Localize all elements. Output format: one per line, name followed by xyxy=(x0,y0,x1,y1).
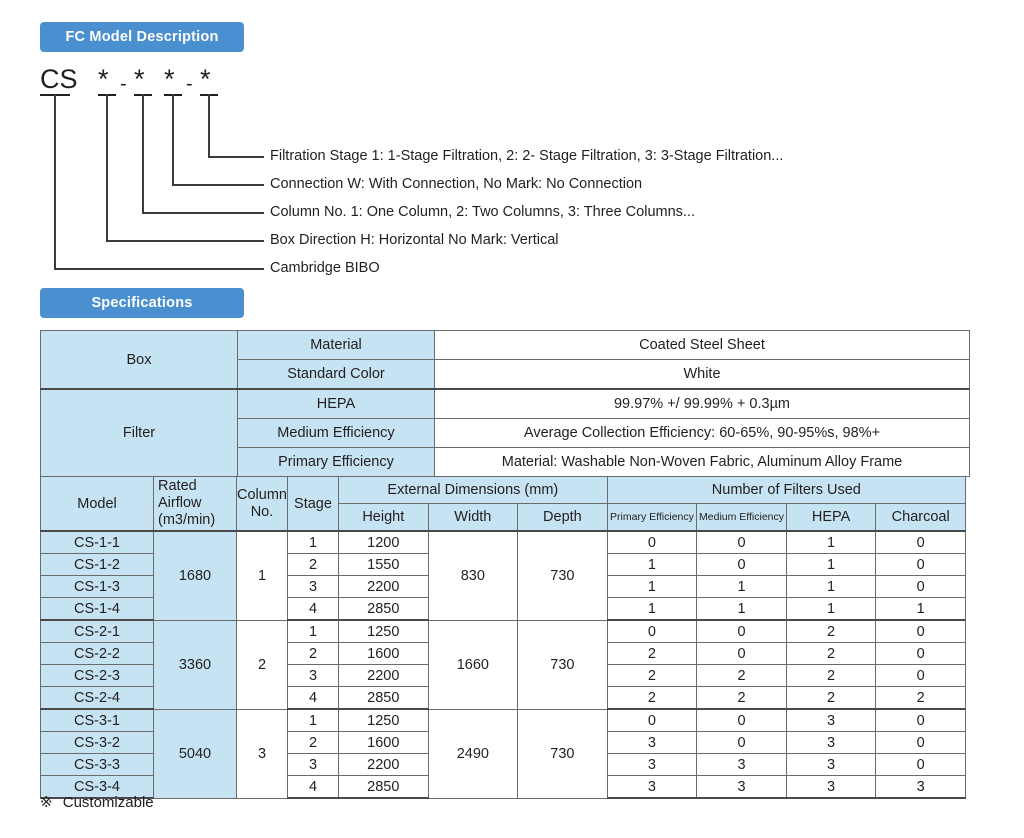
cell-hepa: 3 xyxy=(786,709,876,732)
header-column-no xyxy=(237,477,288,532)
cell-primary: 3 xyxy=(607,732,697,754)
cell-hepa: 1 xyxy=(786,531,876,554)
cell-primary: 3 xyxy=(607,776,697,799)
cell-height: 1550 xyxy=(339,554,429,576)
header-primary-efficiency: Primary Efficiency xyxy=(607,504,697,532)
cell-height: 2850 xyxy=(339,776,429,799)
cell-stage: 4 xyxy=(288,598,339,621)
header-filters-used: Number of Filters Used xyxy=(607,477,965,504)
cell-primary: 2 xyxy=(607,643,697,665)
cell-stage: 2 xyxy=(288,643,339,665)
leader-vertical-prefix xyxy=(54,94,56,269)
leader-vertical-connection xyxy=(172,94,174,185)
cell-column-no: 1 xyxy=(237,531,288,620)
cell-stage: 2 xyxy=(288,732,339,754)
header-model: Model xyxy=(41,477,154,532)
cell-stage: 3 xyxy=(288,576,339,598)
cell-height: 2200 xyxy=(339,576,429,598)
cell-hepa: 3 xyxy=(786,776,876,799)
header-charcoal: Charcoal xyxy=(876,504,966,532)
cell-column-no: 2 xyxy=(237,620,288,709)
spec-sub-material: Material xyxy=(238,331,435,360)
cell-height: 1250 xyxy=(339,709,429,732)
table-header-row xyxy=(41,477,966,504)
model-code-star-3: * xyxy=(164,64,175,94)
table-row xyxy=(41,620,966,643)
cell-primary: 2 xyxy=(607,687,697,710)
cell-medium: 1 xyxy=(697,598,787,621)
cell-charcoal: 0 xyxy=(876,643,966,665)
cell-width: 2490 xyxy=(428,709,518,798)
spec-sub-primary-efficiency: Primary Efficiency xyxy=(238,448,435,477)
spec-group-box: Box xyxy=(41,331,238,390)
cell-hepa: 3 xyxy=(786,732,876,754)
cell-height: 1600 xyxy=(339,732,429,754)
cell-stage: 2 xyxy=(288,554,339,576)
cell-stage: 1 xyxy=(288,620,339,643)
cell-height: 1600 xyxy=(339,643,429,665)
cell-primary: 0 xyxy=(607,620,697,643)
customizable-note xyxy=(40,793,154,811)
model-code-dash-1: - xyxy=(120,73,127,95)
customizable-label: Customizable xyxy=(62,794,154,811)
cell-medium: 0 xyxy=(697,732,787,754)
cell-depth: 730 xyxy=(518,620,608,709)
legend-box-direction: Box Direction H: Horizontal No Mark: Vertical xyxy=(270,232,559,248)
cell-model: CS-2-2 xyxy=(41,643,154,665)
cell-charcoal: 0 xyxy=(876,576,966,598)
header-external-dimensions: External Dimensions (mm) xyxy=(339,477,608,504)
cell-model: CS-3-2 xyxy=(41,732,154,754)
model-specification-table xyxy=(40,476,966,799)
cell-primary: 0 xyxy=(607,531,697,554)
model-code-diagram xyxy=(0,58,1024,283)
specifications-table xyxy=(40,330,970,477)
model-code-star-1: * xyxy=(98,64,109,94)
cell-height: 2850 xyxy=(339,598,429,621)
cell-hepa: 3 xyxy=(786,754,876,776)
cell-stage: 4 xyxy=(288,776,339,799)
model-code-dash-2: - xyxy=(186,73,193,95)
header-medium-efficiency: Medium Efficiency xyxy=(697,504,787,532)
cell-model: CS-2-4 xyxy=(41,687,154,710)
cell-height: 1250 xyxy=(339,620,429,643)
header-stage: Stage xyxy=(288,477,339,532)
cell-medium: 0 xyxy=(697,554,787,576)
leader-horizontal-box xyxy=(106,240,264,242)
spec-value-medium-efficiency: Average Collection Efficiency: 60-65%, 90-95%s, 98%+ xyxy=(435,419,970,448)
cell-stage: 4 xyxy=(288,687,339,710)
header-hepa: HEPA xyxy=(786,504,876,532)
spec-value-standard-color: White xyxy=(435,360,970,390)
cell-charcoal: 1 xyxy=(876,598,966,621)
cell-primary: 0 xyxy=(607,709,697,732)
cell-hepa: 1 xyxy=(786,576,876,598)
legend-column-no: Column No. 1: One Column, 2: Two Columns, 3: Three Columns... xyxy=(270,204,695,220)
leader-vertical-stage xyxy=(208,94,210,157)
cell-primary: 2 xyxy=(607,665,697,687)
cell-depth: 730 xyxy=(518,709,608,798)
reference-mark-icon: ※ xyxy=(40,794,53,811)
table-row xyxy=(41,331,970,360)
cell-model: CS-2-3 xyxy=(41,665,154,687)
spec-value-hepa: 99.97% +/ 99.99% + 0.3µm xyxy=(435,389,970,419)
cell-hepa: 2 xyxy=(786,643,876,665)
cell-medium: 0 xyxy=(697,531,787,554)
legend-filtration-stage: Filtration Stage 1: 1-Stage Filtration, 2: 2- Stage Filtration, 3: 3-Stage Filtration... xyxy=(270,148,784,164)
cell-depth: 730 xyxy=(518,531,608,620)
cell-charcoal: 0 xyxy=(876,620,966,643)
table-row xyxy=(41,389,970,419)
model-code-prefix: CS xyxy=(40,64,78,94)
cell-airflow: 5040 xyxy=(154,709,237,798)
spec-sub-medium-efficiency: Medium Efficiency xyxy=(238,419,435,448)
spec-sub-standard-color: Standard Color xyxy=(238,360,435,390)
cell-primary: 1 xyxy=(607,554,697,576)
cell-hepa: 1 xyxy=(786,554,876,576)
legend-connection: Connection W: With Connection, No Mark: No Connection xyxy=(270,176,643,192)
specifications-badge: Specifications xyxy=(40,288,244,318)
cell-charcoal: 3 xyxy=(876,776,966,799)
table-row xyxy=(41,531,966,554)
cell-primary: 3 xyxy=(607,754,697,776)
spec-sub-hepa: HEPA xyxy=(238,389,435,419)
cell-model: CS-1-3 xyxy=(41,576,154,598)
cell-hepa: 2 xyxy=(786,687,876,710)
cell-height: 2850 xyxy=(339,687,429,710)
cell-medium: 2 xyxy=(697,687,787,710)
cell-stage: 1 xyxy=(288,709,339,732)
model-code-star-2: * xyxy=(134,64,145,94)
cell-model: CS-3-3 xyxy=(41,754,154,776)
cell-stage: 1 xyxy=(288,531,339,554)
cell-charcoal: 0 xyxy=(876,554,966,576)
cell-hepa: 2 xyxy=(786,620,876,643)
leader-vertical-column xyxy=(142,94,144,213)
cell-airflow: 1680 xyxy=(154,531,237,620)
cell-stage: 3 xyxy=(288,754,339,776)
cell-hepa: 1 xyxy=(786,598,876,621)
cell-model: CS-1-4 xyxy=(41,598,154,621)
cell-medium: 2 xyxy=(697,665,787,687)
fc-model-description-badge: FC Model Description xyxy=(40,22,244,52)
header-column-no-line2: No. xyxy=(250,503,274,520)
cell-medium: 0 xyxy=(697,620,787,643)
cell-model: CS-1-2 xyxy=(41,554,154,576)
header-depth: Depth xyxy=(518,504,608,532)
table-row xyxy=(41,709,966,732)
cell-charcoal: 0 xyxy=(876,709,966,732)
cell-charcoal: 0 xyxy=(876,531,966,554)
leader-horizontal-column xyxy=(142,212,264,214)
spec-value-material: Coated Steel Sheet xyxy=(435,331,970,360)
cell-model: CS-1-1 xyxy=(41,531,154,554)
leader-horizontal-connection xyxy=(172,184,264,186)
cell-model: CS-3-4 xyxy=(41,776,154,799)
cell-primary: 1 xyxy=(607,598,697,621)
cell-width: 1660 xyxy=(428,620,518,709)
header-rated-airflow xyxy=(154,477,237,532)
cell-model: CS-2-1 xyxy=(41,620,154,643)
header-width: Width xyxy=(428,504,518,532)
cell-medium: 0 xyxy=(697,643,787,665)
cell-charcoal: 2 xyxy=(876,687,966,710)
cell-medium: 1 xyxy=(697,576,787,598)
cell-primary: 1 xyxy=(607,576,697,598)
cell-stage: 3 xyxy=(288,665,339,687)
cell-medium: 3 xyxy=(697,754,787,776)
cell-hepa: 2 xyxy=(786,665,876,687)
cell-charcoal: 0 xyxy=(876,754,966,776)
cell-height: 2200 xyxy=(339,665,429,687)
header-column-no-line1: Column xyxy=(237,486,287,503)
cell-airflow: 3360 xyxy=(154,620,237,709)
header-height: Height xyxy=(339,504,429,532)
cell-medium: 0 xyxy=(697,709,787,732)
cell-width: 830 xyxy=(428,531,518,620)
header-rated-airflow-line1: Rated Airflow xyxy=(158,478,202,512)
cell-height: 1200 xyxy=(339,531,429,554)
cell-column-no: 3 xyxy=(237,709,288,798)
cell-charcoal: 0 xyxy=(876,732,966,754)
cell-height: 2200 xyxy=(339,754,429,776)
cell-model: CS-3-1 xyxy=(41,709,154,732)
legend-cambridge-bibo: Cambridge BIBO xyxy=(270,260,380,276)
spec-group-filter: Filter xyxy=(41,389,238,477)
leader-horizontal-prefix xyxy=(54,268,264,270)
leader-horizontal-stage xyxy=(208,156,264,158)
spec-value-primary-efficiency: Material: Washable Non-Woven Fabric, Aluminum Alloy Frame xyxy=(435,448,970,477)
model-code-star-4: * xyxy=(200,64,211,94)
cell-charcoal: 0 xyxy=(876,665,966,687)
cell-medium: 3 xyxy=(697,776,787,799)
leader-vertical-box xyxy=(106,94,108,241)
header-rated-airflow-line2: (m3/min) xyxy=(158,511,216,528)
